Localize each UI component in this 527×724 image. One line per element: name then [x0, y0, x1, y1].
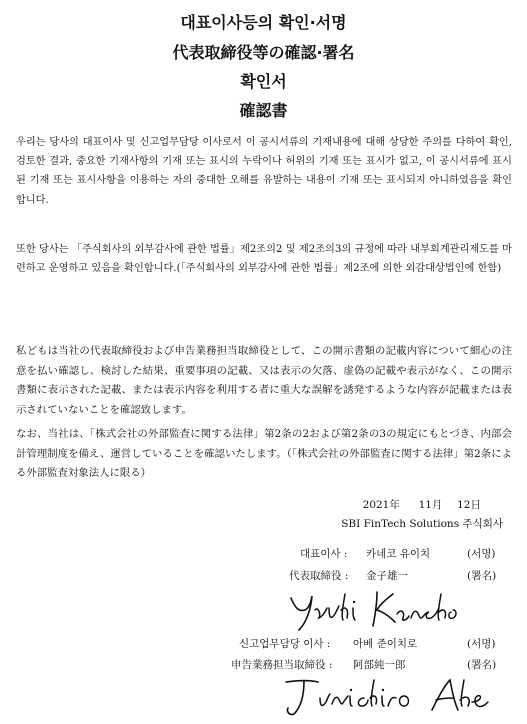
company-name: SBI FinTech Solutions 주식회사: [341, 518, 503, 530]
officer-name-ko: 아베 준이치로: [353, 638, 418, 650]
japanese-paragraph-1: 私どもは当社の代表取締役および申告業務担当取締役として、この開示書類の記載内容について細心の注意を払い確認し、検討した結果、重要事項の記載、又は表示の欠落、虚偽の記載や表示がなく、この開示書類に表示された記載、または表示内容を利用する者に重大な誤解を誘発するような内容が記載または表示されていないことを確認致します。: [16, 345, 512, 416]
officer-signature: [282, 674, 490, 720]
ceo-label-ko: 대표이사 :: [300, 548, 348, 560]
date-line: [363, 497, 481, 512]
officer-sign-marker-ko: (서명): [467, 638, 496, 650]
ceo-sign-marker-ko: (서명): [467, 548, 496, 560]
korean-heading: 대표이사등의 확인·서명: [180, 13, 347, 32]
officer-label-ja: 申告業務担当取締役 :: [231, 659, 333, 671]
date-day: 12日: [457, 499, 481, 511]
korean-paragraph-2: 또한 당사는 「주식회사의 외부감사에 관한 법률」제2조의2 및 제2조의3의 규정에 따라 내부회계관리제도를 마련하고 운영하고 있음을 확인합니다.(「주식회사의 외부감사에 관한 법률」제2조에 의한 외감대상법인에 한함): [16, 244, 512, 275]
japanese-paragraph-2: なお、当社は、「株式会社の外部監査に関する法律」第2条の2および第2条の3の規定にもとづき、内部会計管理制度を備え、運営していることを確認いたします。（「株式会社の外部監査に関する法律」第2条による外部監査対象法人に限る）: [16, 428, 512, 480]
officer-label-ko: 신고업무담당 이사 :: [239, 638, 331, 650]
korean-subtitle: 확인서: [240, 72, 287, 91]
date-month: 11月: [418, 499, 443, 511]
korean-paragraph-1: 우리는 당사의 대표이사 및 신고업무담당 이사로서 이 공시서류의 기재내용에 대해 상당한 주의를 다하여 확인, 검토한 결과, 중요한 기재사항의 기재 또는 표시의 누락이나 허위의 기재 또는 표시가 없고, 이 공시서류에 표시된 기재 또는 표시사항을 이용하는 자의 중대한 오해를 유발하는 내용이 기재 또는 표시되지 아니하였음을 확인합니다.: [16, 137, 512, 206]
ceo-sign-marker-ja: (署名): [467, 570, 497, 582]
officer-sign-marker-ja: (署名): [467, 659, 497, 671]
date-year: 2021年: [362, 499, 400, 511]
ceo-name-ko: 카네코 유이치: [366, 548, 431, 560]
ceo-name-ja: 金子雄一: [366, 570, 408, 582]
ceo-signature: [285, 588, 470, 634]
officer-name-ja: 阿部純一郎: [353, 659, 406, 671]
japanese-heading: 代表取締役等の確認·署名: [172, 43, 355, 62]
japanese-subtitle: 確認書: [239, 101, 288, 120]
ceo-label-ja: 代表取締役 :: [289, 570, 349, 582]
